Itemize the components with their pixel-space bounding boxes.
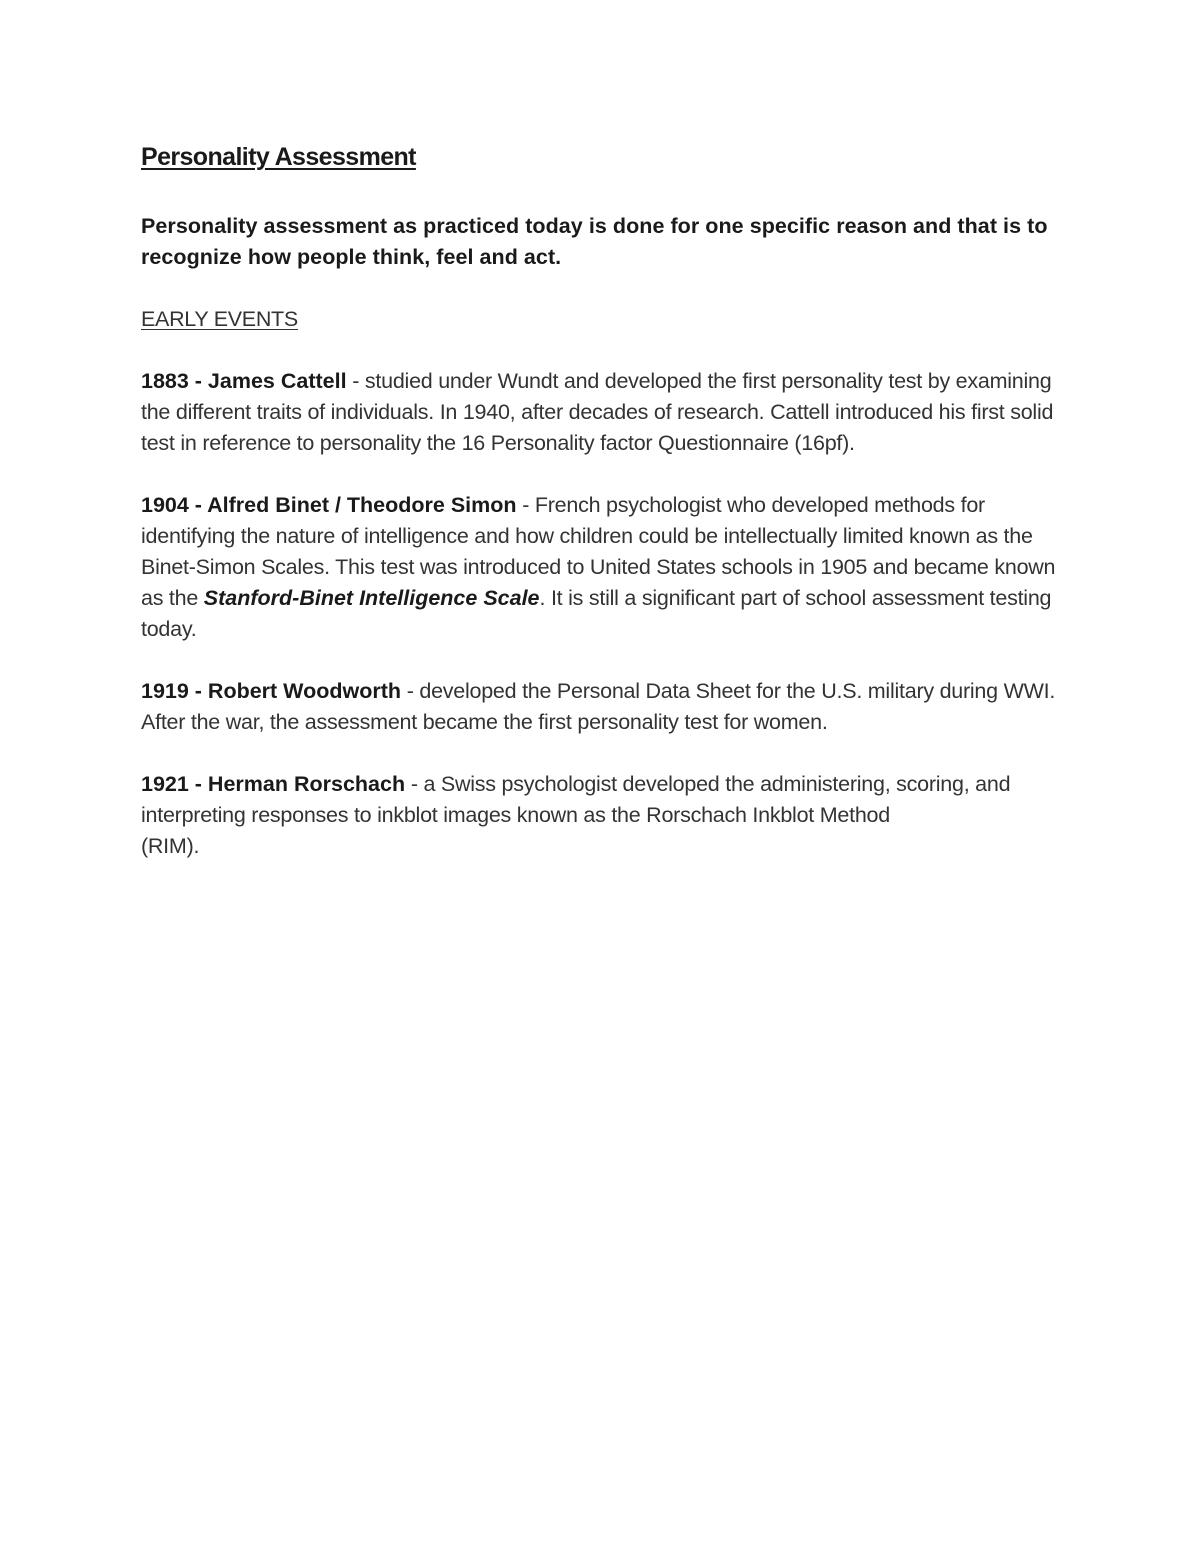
document-title: Personality Assessment xyxy=(141,143,416,171)
event-text-line2: (RIM). xyxy=(141,834,200,858)
document-page xyxy=(141,140,1061,862)
event-text: - developed the Personal Data Sheet for the U.S. military during WWI. After the war, the assessment became the first personality test for women. xyxy=(141,679,1056,734)
event-text: - a Swiss psychologist developed the administering, scoring, and interpreting responses to inkblot images known as the Rorschach Inkblot Method xyxy=(141,772,1011,827)
event-lead: 1883 - James Cattell xyxy=(141,369,347,393)
event-1904-binet-simon xyxy=(141,490,1061,645)
event-lead: 1919 - Robert Woodworth xyxy=(141,679,402,703)
event-1921-rorschach xyxy=(141,769,1061,862)
event-lead: 1904 - Alfred Binet / Theodore Simon xyxy=(141,493,517,517)
event-lead: 1921 - Herman Rorschach xyxy=(141,772,406,796)
section-heading-early-events: EARLY EVENTS xyxy=(141,307,298,331)
event-1919-woodworth xyxy=(141,676,1061,738)
event-text: - studied under Wundt and developed the first personality test by examining the different traits of individuals. In 1940, after decades of research. Cattell introduced his first solid test in reference to personality the 16 Personality factor Questionnaire (16pf). xyxy=(141,369,1054,455)
event-text-after: . It is still a significant part of school assessment testing today. xyxy=(141,586,1052,641)
intro-paragraph: Personality assessment as practiced today is done for one specific reason and that is to recognize how people think, feel and act. xyxy=(141,214,1048,269)
event-1883-cattell xyxy=(141,366,1061,459)
event-emphasis-stanford-binet: Stanford-Binet Intelligence Scale xyxy=(203,586,540,610)
event-text: - French psychologist who developed methods for identifying the nature of intelligence and how children could be intellectually limited known as the Binet-Simon Scales. This test was introduced to United States schools in 1905 and became known as the xyxy=(141,493,1056,610)
